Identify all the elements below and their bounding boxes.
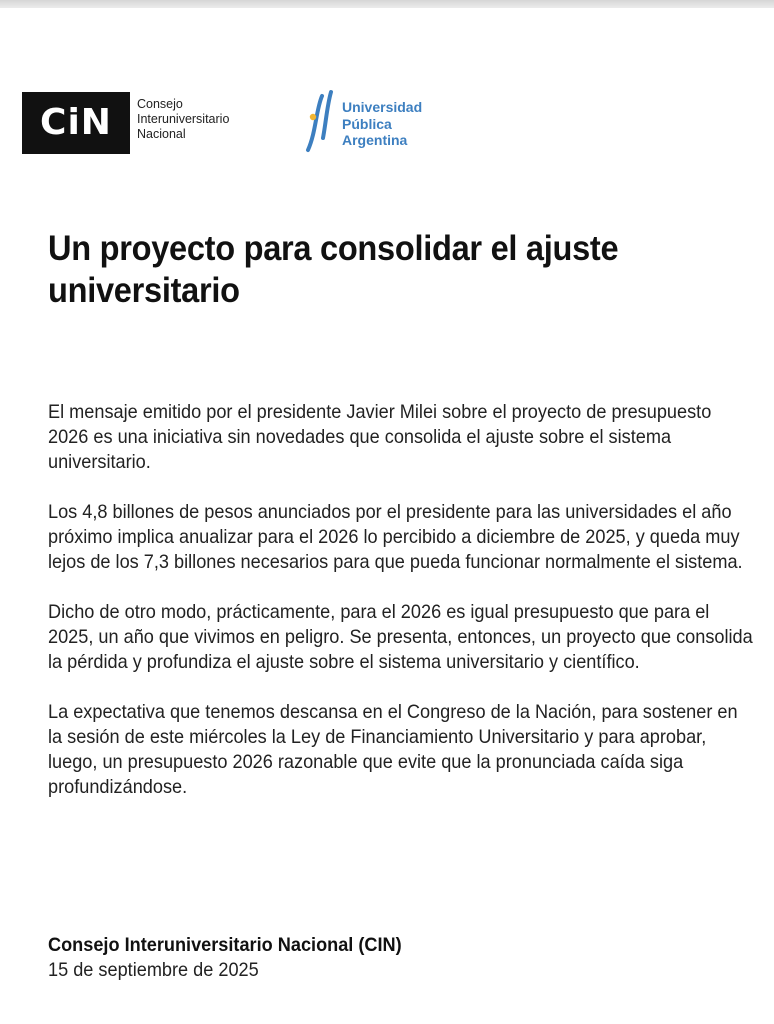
cin-logo-mark: CiN (22, 92, 130, 154)
signature-block (48, 933, 748, 983)
cin-name-line-3: Nacional (137, 127, 186, 141)
document-body (48, 400, 768, 825)
paragraph-2: Los 4,8 billones de pesos anunciados por el presidente para las universidades el año próximo implica anualizar para el 2026 lo percibido a diciembre de 2025, y queda muy lejos de los 7,3 billones necesarios para que pueda funcionar normalmente el sistema. (48, 501, 743, 573)
top-edge-bar (0, 0, 774, 8)
upa-logo-name (342, 99, 422, 149)
upa-name-line-2: Pública (342, 115, 392, 132)
paragraph-1: El mensaje emitido por el presidente Javier Milei sobre el proyecto de presupuesto 2026 es una iniciativa sin novedades que consolida el ajuste sobre el sistema universitario. (48, 401, 712, 473)
cin-name-line-1: Consejo (137, 97, 183, 111)
cin-logo-name (137, 97, 229, 142)
upa-logo-icon (302, 88, 338, 154)
upa-name-line-3: Argentina (342, 132, 408, 148)
logo-header (22, 88, 722, 158)
signature-organization: Consejo Interuniversitario Nacional (CIN) (48, 934, 402, 956)
paragraph-4: La expectativa que tenemos descansa en el Congreso de la Nación, para sostener en la sesión de este miércoles la Ley de Financiamiento Universitario y para aprobar, luego, un presupuesto 2026 razonable que evite que la pronunciada caída siga profundizándose. (48, 701, 738, 798)
cin-name-line-2: Interuniversitario (137, 112, 230, 126)
signature-date: 15 de septiembre de 2025 (48, 959, 259, 981)
upa-name-line-1: Universidad (342, 99, 423, 115)
document-title: Un proyecto para consolidar el ajuste universitario (48, 229, 619, 310)
paragraph-3: Dicho de otro modo, prácticamente, para el 2026 es igual presupuesto que para el 2025, un año que vivimos en peligro. Se presenta, entonces, un proyecto que consolida la pérdida y profundiza el ajuste sobre el sistema universitario y científico. (48, 601, 753, 673)
